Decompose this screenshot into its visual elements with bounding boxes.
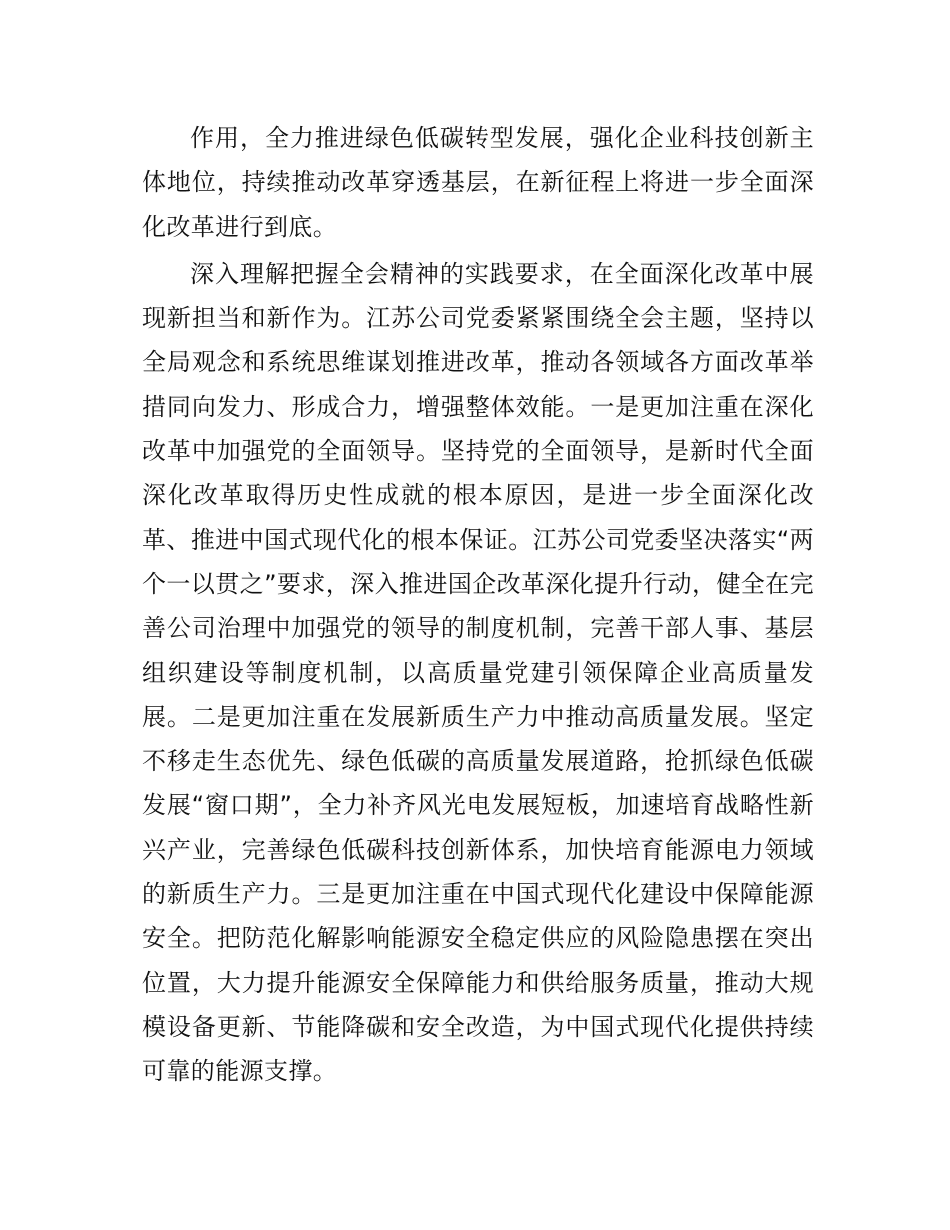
paragraph-1: 作用，全力推进绿色低碳转型发展，强化企业科技创新主体地位，持续推动改革穿透基层，在新征程上将进一步全面深化改革进行到底。 [142, 124, 814, 241]
document-body [142, 116, 814, 1094]
paragraph-2: 深入理解把握全会精神的实践要求，在全面深化改革中展现新担当和新作为。江苏公司党委紧紧围绕全会主题，坚持以全局观念和系统思维谋划推进改革，推动各领域各方面改革举措同向发力、形成合力，增强整体效能。一是更加注重在深化改革中加强党的全面领导。坚持党的全面领导，是新时代全面深化改革取得历史性成就的根本原因，是进一步全面深化改革、推进中国式现代化的根本保证。江苏公司党委坚决落实“两个一以贯之”要求，深入推进国企改革深化提升行动，健全在完善公司治理中加强党的领导的制度机制，完善干部人事、基层组织建设等制度机制，以高质量党建引领保障企业高质量发展。二是更加注重在发展新质生产力中推动高质量发展。坚定不移走生态优先、绿色低碳的高质量发展道路，抢抓绿色低碳发展“窗口期”，全力补齐风光电发展短板，加速培育战略性新兴产业，完善绿色低碳科技创新体系，加快培育能源电力领域的新质生产力。三是更加注重在中国式现代化建设中保障能源安全。把防范化解影响能源安全稳定供应的风险隐患摆在突出位置，大力提升能源安全保障能力和供给服务质量，推动大规模设备更新、节能降碳和安全改造，为中国式现代化提供持续可靠的能源支撑。 [142, 259, 814, 1086]
